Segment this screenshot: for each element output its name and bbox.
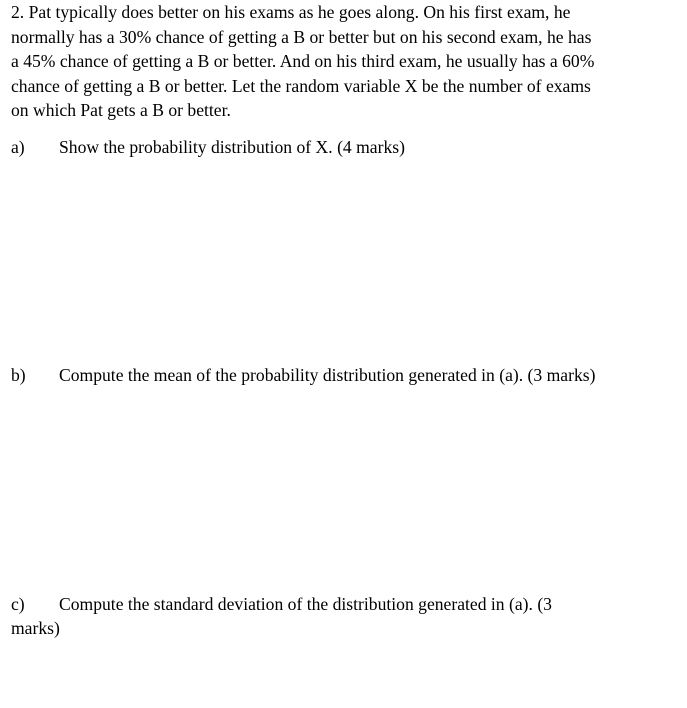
problem-line-3: a 45% chance of getting a B or better. And on his third exam, he usually has a 60% xyxy=(11,51,595,72)
part-c-text: Compute the standard deviation of the distribution generated in (a). (3 xyxy=(59,594,552,614)
part-a-text: Show the probability distribution of X. (4 marks) xyxy=(59,137,405,157)
part-b-label: b) xyxy=(11,365,26,385)
problem-statement xyxy=(11,0,641,123)
question-part-a xyxy=(11,135,405,159)
part-c-label: c) xyxy=(11,594,25,614)
question-part-c xyxy=(11,592,552,640)
part-a-label: a) xyxy=(11,137,25,157)
problem-line-1: 2. Pat typically does better on his exams as he goes along. On his first exam, he xyxy=(11,2,571,22)
part-b-text: Compute the mean of the probability distribution generated in (a). (3 marks) xyxy=(59,365,596,385)
problem-line-2: normally has a 30% chance of getting a B or better but on his second exam, he has xyxy=(11,26,592,47)
question-part-b xyxy=(11,363,595,387)
problem-line-4: chance of getting a B or better. Let the random variable X be the number of exams xyxy=(11,75,591,96)
problem-line-5: on which Pat gets a B or better. xyxy=(11,100,231,121)
part-c-text-continued: marks) xyxy=(11,618,60,638)
part-c-first-line xyxy=(11,592,552,616)
